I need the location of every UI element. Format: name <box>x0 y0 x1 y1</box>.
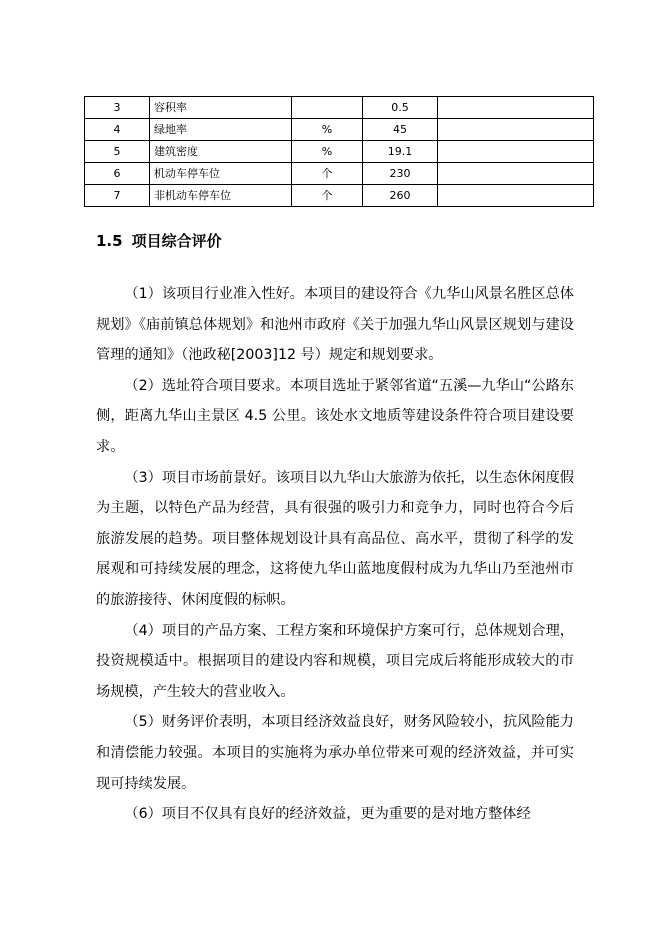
paragraph: （3）项目市场前景好。该项目以九华山大旅游为依托，以生态休闲度假为主题，以特色产品为经营，具有很强的吸引力和竞争力，同时也符合今后旅游发展的趋势。项目整体规划设计具有高品位、高水平，贯彻了科学的发展观和可持续发展的理念，这将使九华山蓝地度假村成为九华山乃至池州市的旅游接待、休闲度假的标帜。 <box>96 469 574 608</box>
row-unit: 个 <box>292 185 363 207</box>
row-name: 建筑密度 <box>150 141 292 163</box>
row-note <box>438 141 594 163</box>
row-unit: % <box>292 141 363 163</box>
paragraph: （2）选址符合项目要求。本项目选址于紧邻省道“五溪—九华山“公路东侧，距离九华山主景区 4.5 公里。该处水文地质等建设条件符合项目建设要求。 <box>96 377 574 455</box>
row-unit: % <box>292 119 363 141</box>
row-index: 3 <box>85 97 150 119</box>
row-note <box>438 119 594 141</box>
row-value: 230 <box>363 163 438 185</box>
table-row <box>85 163 594 185</box>
row-index: 7 <box>85 185 150 207</box>
section-heading <box>96 230 222 251</box>
row-name: 绿地率 <box>150 119 292 141</box>
row-note <box>438 185 594 207</box>
row-value: 19.1 <box>363 141 438 163</box>
row-unit: 个 <box>292 163 363 185</box>
row-value: 260 <box>363 185 438 207</box>
table-row <box>85 141 594 163</box>
section-body <box>96 279 574 830</box>
row-name: 机动车停车位 <box>150 163 292 185</box>
paragraph: （4）项目的产品方案、工程方案和环境保护方案可行，总体规划合理，投资规模适中。根据项目的建设内容和规模，项目完成后将能形成较大的市场规模，产生较大的营业收入。 <box>96 622 574 700</box>
paragraph: （6）项目不仅具有良好的经济效益，更为重要的是对地方整体经 <box>124 806 531 823</box>
row-note <box>438 163 594 185</box>
section-number: 1.5 <box>96 232 123 250</box>
paragraph: （1）该项目行业准入性好。本项目的建设符合《九华山风景名胜区总体规划》《庙前镇总体规划》和池州市政府《关于加强九华山风景区规划与建设管理的通知》（池政秘[2003]12 号）规定和规划要求。 <box>96 286 574 364</box>
row-name: 容积率 <box>150 97 292 119</box>
row-value: 0.5 <box>363 97 438 119</box>
row-value: 45 <box>363 119 438 141</box>
row-note <box>438 97 594 119</box>
indicator-table <box>84 96 594 207</box>
table-row <box>85 97 594 119</box>
row-unit <box>292 97 363 119</box>
row-index: 6 <box>85 163 150 185</box>
section-title: 项目综合评价 <box>131 232 222 250</box>
row-index: 5 <box>85 141 150 163</box>
row-name: 非机动车停车位 <box>150 185 292 207</box>
table-row <box>85 185 594 207</box>
table-row <box>85 119 594 141</box>
row-index: 4 <box>85 119 150 141</box>
paragraph: （5）财务评价表明，本项目经济效益良好，财务风险较小，抗风险能力和清偿能力较强。本项目的实施将为承办单位带来可观的经济效益，并可实现可持续发展。 <box>96 714 574 792</box>
